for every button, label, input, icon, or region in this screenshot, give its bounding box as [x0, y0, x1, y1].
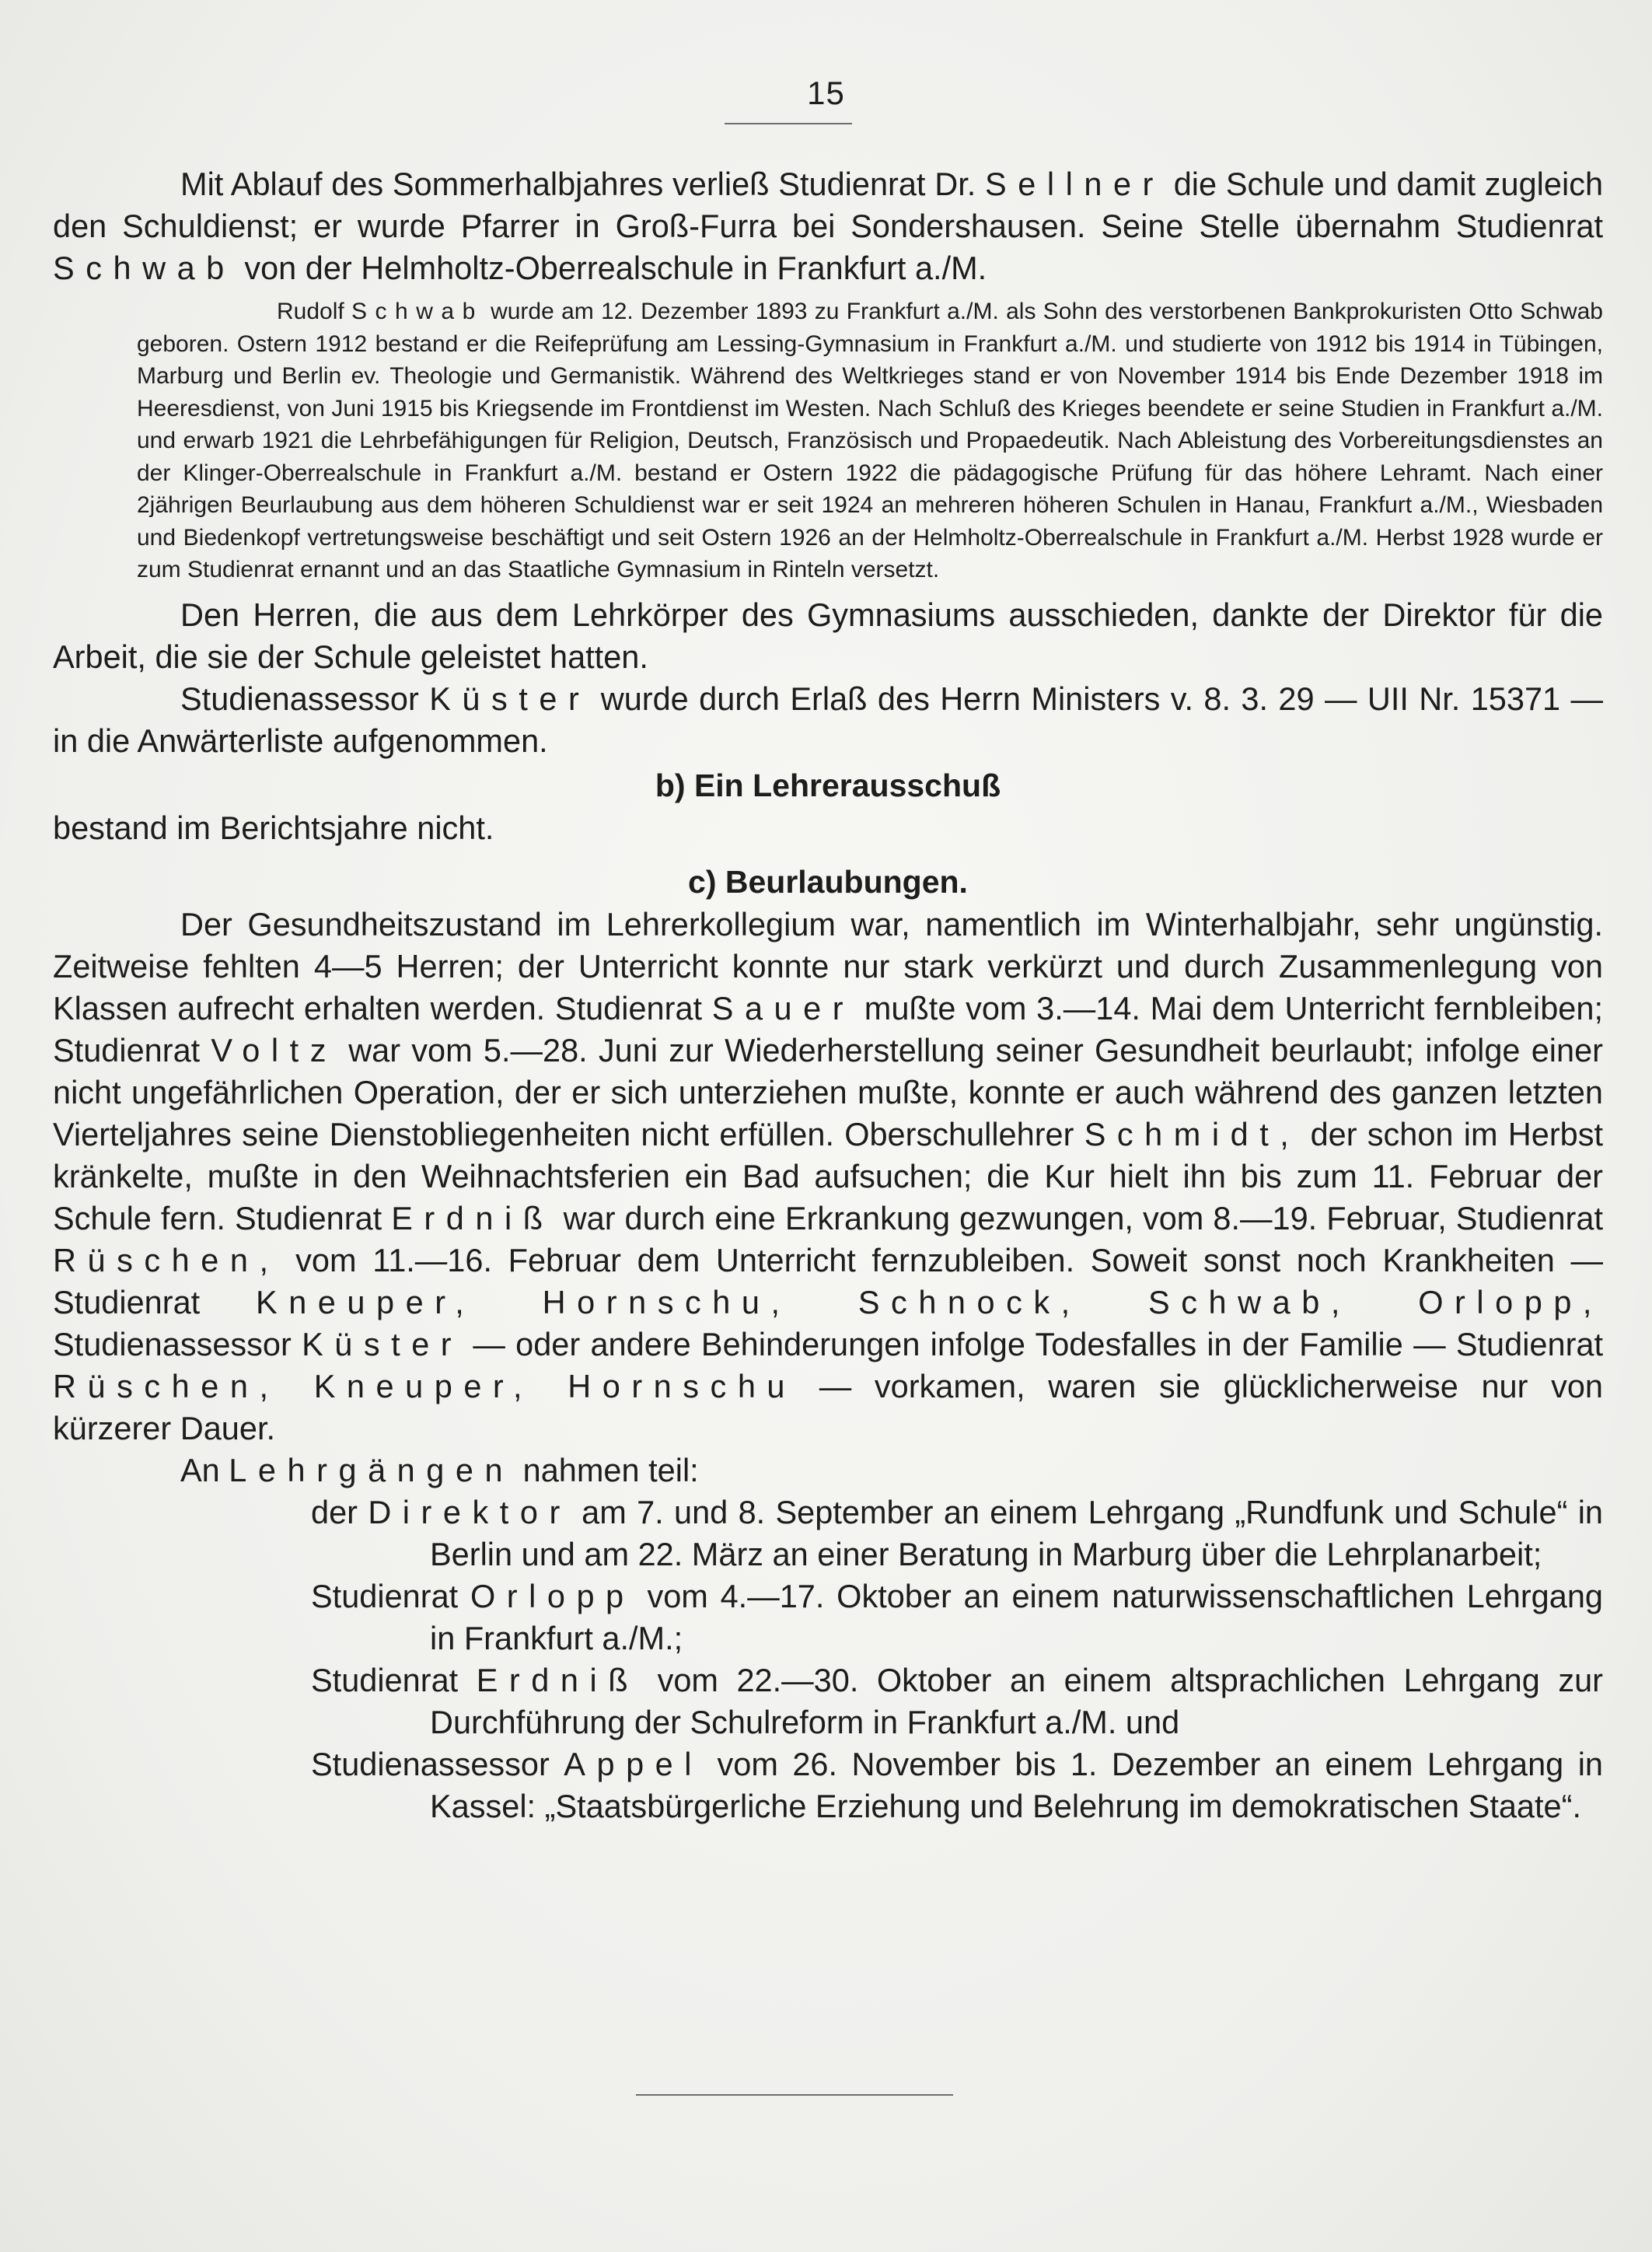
- lehrgaenge-list: [53, 1491, 1603, 1827]
- name-kuester: Küster: [429, 680, 591, 717]
- biography-schwab: Rudolf Schwab wurde am 12. Dezember 1893 zu Frankfurt a./M. als Sohn des verstorbenen Bankprokuristen Otto Schwab geboren. Ostern 1912 bestand er die Reifeprüfung am Lessing-Gymnasium in Frankfurt a./M. und studierte von 1912 bis 1914 in Tübingen, Marburg und Berlin ev. Theologie und Germanistik. Während des Weltkrieges stand er von November 1914 bis Ende Dezember 1918 im Heeresdienst, von Juni 1915 bis Kriegsende im Frontdienst im Westen. Nach Schluß des Krieges beendete er seine Studien in Frankfurt a./M. und erwarb 1921 die Lehrbefähigungen für Religion, Deutsch, Französisch und Propaedeutik. Nach Ableistung des Vorbereitungsdienstes an der Klinger-Oberrealschule in Frankfurt a./M. bestand er Ostern 1922 die pädagogische Prüfung für das höhere Lehramt. Nach einer 2jährigen Beurlaubung aus dem höheren Schuldienst war er seit 1924 an mehreren höheren Schulen in Hanau, Frankfurt a./M., Wiesbaden und Biedenkopf vertretungsweise beschäftigt und seit Ostern 1926 an der Helmholtz-Oberrealschule in Frankfurt a./M. Herbst 1928 wurde er zum Studienrat ernannt und an das Staatliche Gymnasium in Rinteln versetzt.: [137, 299, 1603, 582]
- top-rule: [725, 123, 852, 124]
- list-item: Studienrat Erdniß vom 22.—30. Oktober an einem altsprachlichen Lehrgang zur Durchführung der Schulreform in Frankfurt a./M. und: [311, 1661, 1603, 1740]
- heading-lehrerausschuss: b) Ein Lehrerausschuß: [655, 767, 1001, 803]
- list-item: Studienrat Orlopp vom 4.—17. Oktober an einem naturwissenschaftlichen Lehrgang in Frankfurt a./M.;: [311, 1577, 1604, 1656]
- paragraph-lehrgaenge-intro: An Lehrgängen nahmen teil:: [180, 1451, 699, 1488]
- heading-beurlaubungen: c) Beurlaubungen.: [688, 863, 968, 900]
- name-sellner: Sellner: [985, 166, 1165, 202]
- paragraph-thanks: Den Herren, die aus dem Lehrkörper des Gymnasiums ausschieden, dankte der Direktor für die Arbeit, die sie der Schule geleistet hatten.: [53, 596, 1603, 675]
- list-item: der Direktor am 7. und 8. September an einem Lehrgang „Rundfunk und Schule“ in Berlin und am 22. März an einer Beratung in Marburg über die Lehrplanarbeit;: [311, 1493, 1604, 1572]
- paragraph-beurlaubungen: Der Gesundheitszustand im Lehrerkollegium war, namentlich im Winterhalbjahr, sehr ungünstig. Zeitweise fehlten 4—5 Herren; der Unterricht konnte nur stark verkürzt und durch Zusammenlegung von Klassen aufrecht erhalten werden. Studienrat Sauer mußte vom 3.—14. Mai dem Unterricht fernbleiben; Studienrat Voltz war vom 5.—28. Juni zur Wiederherstellung seiner Gesundheit beurlaubt; infolge einer nicht ungefährlichen Operation, der er sich unterziehen mußte, konnte er auch während des ganzen letzten Vierteljahres seine Dienstobliegenheiten nicht erfüllen. Oberschullehrer Schmidt, der schon im Herbst kränkelte, mußte in den Weihnachtsferien ein Bad aufsuchen; die Kur hielt ihn bis zum 11. Februar der Schule fern. Studienrat Erdniß war durch eine Erkrankung gezwungen, vom 8.—19. Februar, Studienrat Rüschen, vom 11.—16. Februar dem Unterricht fernzubleiben. Soweit sonst noch Krankheiten — Studienrat Kneuper, Hornschu, Schnock, Schwab, Orlopp, Studienassessor Küster — oder andere Behinderungen infolge Todesfalles in der Familie — Studienrat Rüschen, Kneuper, Hornschu — vorkamen, waren sie glücklicherweise nur von kürzerer Dauer.: [53, 905, 1604, 1446]
- paragraph-lehrerausschuss: bestand im Berichtsjahre nicht.: [53, 809, 494, 846]
- paragraph-sellner: Mit Ablauf des Sommerhalbjahres verließ Studienrat Dr. Sellner die Schule und damit zugleich den Schuldienst; er wurde Pfarrer in Groß-Furra bei Sondershausen. Seine Stelle übernahm Studienrat Schwab von der Helmholtz-Oberrealschule in Frankfurt a./M.: [53, 166, 1604, 286]
- name-schwab: Schwab: [53, 250, 236, 286]
- list-item: Studienassessor Appel vom 26. November bis 1. Dezember an einem Lehrgang in Kassel: „Staatsbürgerliche Erziehung und Belehrung im demokratischen Staate“.: [311, 1745, 1604, 1824]
- bottom-rule: [636, 2094, 953, 2096]
- page-number: 15: [807, 75, 845, 111]
- paragraph-kuester: Studienassessor Küster wurde durch Erlaß des Herrn Ministers v. 8. 3. 29 — UII Nr. 15371 — in die Anwärterliste aufgenommen.: [53, 680, 1604, 759]
- page-content: [53, 163, 1603, 1827]
